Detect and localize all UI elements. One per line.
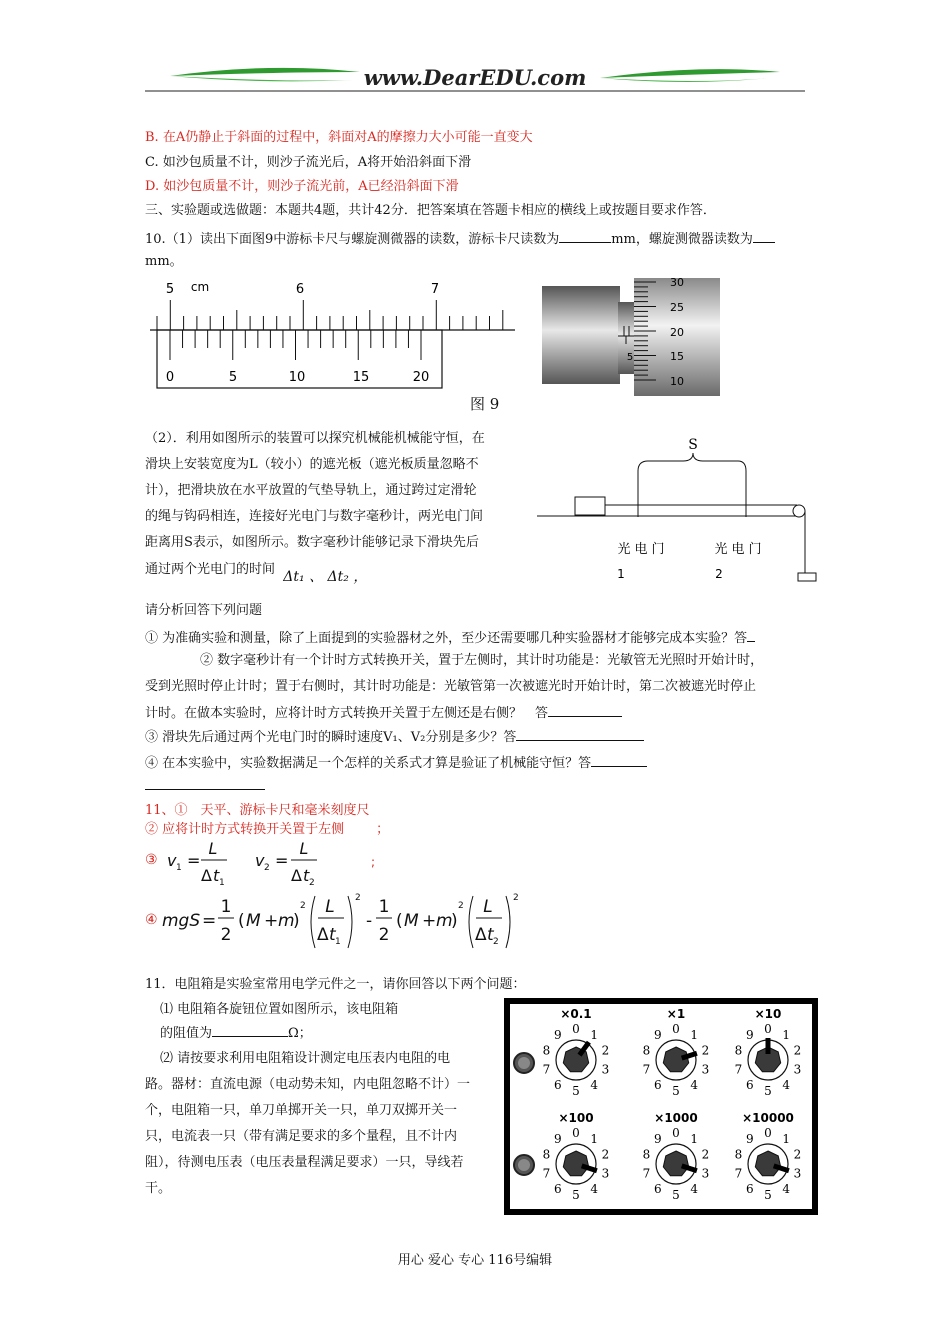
- dial-multiplier-label: ×100: [558, 1111, 594, 1125]
- option-c: C. 如沙包质量不计，则沙子流光后，A将开始沿斜面下滑: [145, 155, 472, 170]
- svg-text:2: 2: [458, 901, 464, 911]
- dial-digit: 4: [782, 1078, 791, 1093]
- thimble-label-25: 25: [670, 301, 684, 314]
- answer-3-formula: [163, 836, 393, 888]
- svg-text:L: L: [483, 897, 493, 917]
- dial-digit: 4: [690, 1078, 699, 1093]
- option-d: D. 如沙包质量不计，则沙子流光前，A已经沿斜面下滑: [145, 179, 459, 194]
- svg-text:1: 1: [176, 863, 182, 873]
- answer-blank-q2[interactable]: [548, 702, 622, 717]
- q11-p2-line: 个，电阻箱一只，单刀单掷开关一只，单刀双掷开关一: [145, 1103, 458, 1118]
- dial-digit: 4: [690, 1182, 699, 1197]
- dial-digit: 5: [572, 1188, 580, 1202]
- q11-p2-line: ⑵ 请按要求利用电阻箱设计测定电压表内电阻的电: [160, 1051, 451, 1066]
- svg-text:2: 2: [300, 901, 306, 911]
- answer-blank-q1[interactable]: [747, 627, 755, 642]
- dial-digit: 3: [601, 1166, 610, 1181]
- figure-9-label: 图 9: [470, 395, 500, 413]
- svg-text:2: 2: [493, 937, 499, 947]
- svg-text:t: t: [329, 925, 336, 945]
- dial-digit: 9: [653, 1027, 662, 1042]
- q11-part1: [160, 998, 398, 1046]
- header-logo-text: www.DearEDU.com: [363, 65, 587, 90]
- part2-line: 计），把滑块放在水平放置的气垫导轨上，通过跨过定滑轮: [145, 483, 477, 498]
- part2-line: 滑块上安装宽度为L（较小）的遮光板（遮光板质量忽略不: [145, 457, 479, 472]
- svg-text:mgS: mgS: [162, 911, 201, 931]
- dial-digit: 2: [601, 1043, 610, 1058]
- dial-digit: 4: [782, 1182, 791, 1197]
- dial-digit: 2: [793, 1043, 802, 1058]
- gate1-label: 光电门: [617, 542, 669, 557]
- part2-line: （2）．利用如图所示的装置可以探究机械能机械能守恒，在: [145, 431, 485, 446]
- gate1-number: 1: [617, 567, 625, 581]
- question-2b: 受到光照时停止计时；置于右侧时，其计时功能是：光敏管第一次被遮光时开始计时，第二次被遮光时停止: [145, 679, 757, 694]
- dial-digit: 1: [690, 1131, 699, 1146]
- vernier-label-15: 15: [352, 370, 370, 385]
- dial-multiplier-label: ×0.1: [560, 1007, 592, 1021]
- q11-p2-line: 路。器材：直流电源（电动势未知，内电阻忽略不计）一: [145, 1077, 471, 1092]
- q10-line1: [145, 228, 775, 250]
- svg-text:2: 2: [264, 863, 270, 873]
- svg-text:Δ: Δ: [475, 925, 487, 945]
- svg-text:L: L: [325, 897, 335, 917]
- svg-text:M: M: [404, 911, 419, 931]
- part2-line: 的绳与钩码相连，连接好光电门与数字毫秒计，两光电门间: [145, 509, 484, 524]
- svg-text:=: =: [202, 911, 217, 931]
- svg-text:2: 2: [378, 925, 390, 945]
- svg-text:M: M: [246, 911, 261, 931]
- dial-digit: 5: [764, 1084, 772, 1098]
- svg-text:t: t: [213, 866, 220, 885]
- dial-digit: 6: [553, 1078, 562, 1093]
- dial-digit: 0: [572, 1022, 580, 1036]
- caliper-main-label-7: 7: [430, 282, 440, 297]
- svg-text:): ): [293, 911, 300, 931]
- gate2-label: 光电门: [714, 542, 766, 557]
- svg-text:v: v: [255, 851, 265, 870]
- dial-digit: 2: [601, 1147, 610, 1162]
- svg-text:1: 1: [219, 878, 225, 888]
- gate2-number: 2: [715, 567, 723, 581]
- svg-text:t: t: [303, 866, 310, 885]
- answer-4-mark: ④: [145, 912, 158, 928]
- caliper-unit: cm: [190, 280, 210, 294]
- dial-digit: 3: [701, 1062, 710, 1077]
- q10-line2: mm。: [145, 254, 183, 269]
- part2-line: 距离用S表示，如图所示。数字毫秒计能够记录下滑块先后: [145, 535, 479, 550]
- dial-digit: 1: [782, 1131, 791, 1146]
- air-track-apparatus: [535, 435, 825, 590]
- dial-digit: 8: [642, 1147, 651, 1162]
- q10-part2-text: [145, 426, 485, 583]
- dial-digit: 8: [542, 1043, 551, 1058]
- thimble-label-30: 30: [670, 276, 684, 289]
- dial-digit: 3: [701, 1166, 710, 1181]
- caliper-main-label-6: 6: [295, 282, 305, 297]
- dial-digit: 5: [672, 1188, 680, 1202]
- option-b: B. 在A仍静止于斜面的过程中，斜面对A的摩擦力大小可能一直变大: [145, 130, 533, 145]
- question-4: [145, 752, 647, 774]
- answer-divider: [145, 789, 265, 790]
- dial-digit: 0: [572, 1126, 580, 1140]
- page-footer: 用心 爱心 专心 116号编辑: [397, 1253, 553, 1268]
- micrometer-figure: [540, 274, 725, 399]
- dial-multiplier-label: ×10000: [742, 1111, 794, 1125]
- dial-digit: 6: [653, 1078, 662, 1093]
- dial-digit: 4: [590, 1078, 599, 1093]
- dial-digit: 2: [701, 1147, 710, 1162]
- dial-digit: 3: [793, 1062, 802, 1077]
- distance-s-label: S: [688, 437, 698, 453]
- svg-text:1: 1: [335, 937, 341, 947]
- svg-text:Δ: Δ: [317, 925, 329, 945]
- dial-digit: 6: [553, 1182, 562, 1197]
- dial-digit: 7: [542, 1166, 551, 1181]
- svg-text:;: ;: [371, 855, 376, 869]
- dial-digit: 7: [734, 1166, 743, 1181]
- question-4-text: ④ 在本实验中，实验数据满足一个怎样的关系式才算是验证了机械能守恒？答: [145, 756, 592, 771]
- svg-text:): ): [451, 911, 458, 931]
- svg-text:Δ: Δ: [291, 866, 302, 885]
- svg-text:(: (: [396, 911, 403, 931]
- q11-unit: Ω；: [288, 1026, 312, 1041]
- answer-3-mark: ③: [145, 852, 158, 868]
- answer-blank-q3[interactable]: [516, 726, 644, 741]
- dial-digit: 0: [672, 1126, 680, 1140]
- answer-blank-q4[interactable]: [591, 752, 647, 767]
- dial-multiplier-label: ×1: [666, 1007, 686, 1021]
- question-3-text: ③ 滑块先后通过两个光电门时的瞬时速度V₁、V₂分别是多少？答: [145, 730, 517, 745]
- dial-digit: 2: [701, 1043, 710, 1058]
- answer-4-formula: [160, 888, 530, 952]
- dial-digit: 2: [793, 1147, 802, 1162]
- dial-digit: 4: [590, 1182, 599, 1197]
- q11-p2-line: 阻），待测电压表（电压表量程满足要求）一只，导线若: [145, 1155, 464, 1170]
- vernier-label-5: 5: [228, 370, 238, 385]
- answer-2-semicolon: ；: [376, 822, 390, 837]
- dial-digit: 5: [764, 1188, 772, 1202]
- thimble-label-15: 15: [670, 350, 684, 363]
- vernier-label-20: 20: [412, 370, 430, 385]
- vernier-label-10: 10: [288, 370, 306, 385]
- svg-text:(: (: [238, 911, 245, 931]
- vernier-caliper-figure: [145, 278, 520, 393]
- question-2c-text: 计时。在做本实验时，应将计时方式转换开关置于左侧还是右侧？ 答: [145, 706, 549, 721]
- resistance-box-figure: [504, 998, 818, 1215]
- answer-blank-resistance[interactable]: [212, 1022, 288, 1037]
- answer-blank-caliper[interactable]: [559, 228, 611, 243]
- q11-intro: 11．电阻箱是实验室常用电学元件之一，请你回答以下两个问题：: [145, 977, 526, 992]
- dial-digit: 5: [572, 1084, 580, 1098]
- dial-digit: 1: [782, 1027, 791, 1042]
- dial-digit: 9: [553, 1027, 562, 1042]
- svg-text:=: =: [275, 851, 289, 870]
- thimble-label-20: 20: [670, 326, 684, 339]
- q11-part1-b: 的阻值为: [160, 1026, 213, 1041]
- dial-digit: 9: [745, 1027, 754, 1042]
- dial-digit: 8: [542, 1147, 551, 1162]
- svg-text:2: 2: [355, 893, 361, 903]
- dial-digit: 9: [745, 1131, 754, 1146]
- question-2a: ② 数字毫秒计有一个计时方式转换开关，置于左侧时，其计时功能是：光敏管无光照时开始计时，: [200, 653, 764, 668]
- answer-1: 11、① 天平、游标卡尺和毫米刻度尺: [145, 803, 370, 818]
- dial-digit: 6: [653, 1182, 662, 1197]
- dial-digit: 8: [734, 1147, 743, 1162]
- dial-digit: 3: [601, 1062, 610, 1077]
- dial-digit: 1: [590, 1131, 599, 1146]
- dial-digit: 0: [764, 1126, 772, 1140]
- svg-text:1: 1: [220, 897, 232, 917]
- q10-line1-a: 10.（1）读出下面图9中游标卡尺与螺旋测微器的读数，游标卡尺读数为: [145, 232, 560, 247]
- svg-text:L: L: [208, 839, 218, 858]
- q11-part1-a: ⑴ 电阻箱各旋钮位置如图所示，该电阻箱: [160, 1002, 399, 1017]
- dial-digit: 1: [690, 1027, 699, 1042]
- svg-text:m: m: [278, 911, 295, 931]
- vernier-label-0: 0: [165, 370, 175, 385]
- q11-p2-line: 干。: [145, 1181, 172, 1196]
- svg-text:L: L: [299, 839, 309, 858]
- question-3: [145, 726, 644, 748]
- ask-intro: 请分析回答下列问题: [145, 603, 263, 618]
- answer-blank-micrometer[interactable]: [753, 228, 775, 243]
- svg-text:-: -: [366, 911, 373, 931]
- dial-digit: 7: [734, 1062, 743, 1077]
- dial-digit: 6: [745, 1078, 754, 1093]
- q11-part2: [145, 1046, 470, 1202]
- thimble-label-10: 10: [670, 375, 684, 388]
- sleeve-label-5: 5: [626, 352, 634, 363]
- dial-digit: 5: [672, 1084, 680, 1098]
- dial-multiplier-label: ×10: [754, 1007, 782, 1021]
- svg-text:2: 2: [513, 893, 519, 903]
- answer-2-text: ② 应将计时方式转换开关置于左侧: [145, 822, 345, 837]
- question-1-text: ① 为准确实验和测量，除了上面提到的实验器材之外，至少还需要哪几种实验器材才能够完成本实验？答: [145, 631, 748, 646]
- dial-digit: 7: [542, 1062, 551, 1077]
- q11-p2-line: 只，电流表一只（带有满足要求的多个量程，且不计内: [145, 1129, 458, 1144]
- question-2c: [145, 702, 622, 724]
- dial-digit: 7: [642, 1166, 651, 1181]
- svg-text:1: 1: [378, 897, 390, 917]
- dial-digit: 9: [553, 1131, 562, 1146]
- svg-text:+: +: [422, 911, 437, 931]
- dial-digit: 8: [642, 1043, 651, 1058]
- section-three-heading: 三、实验题或选做题：本题共4题，共计42分．把答案填在答题卡相应的横线上或按题目要求作答．: [145, 203, 716, 218]
- question-1: [145, 627, 755, 649]
- q10-line1-b: mm，螺旋测微器读数为: [611, 232, 753, 247]
- svg-text:=: =: [187, 851, 201, 870]
- dial-digit: 8: [734, 1043, 743, 1058]
- dial-digit: 3: [793, 1166, 802, 1181]
- dial-digit: 7: [642, 1062, 651, 1077]
- header-logo-banner: [140, 60, 810, 96]
- caliper-main-label-5: 5: [165, 282, 175, 297]
- svg-text:2: 2: [220, 925, 232, 945]
- dial-digit: 0: [672, 1022, 680, 1036]
- dial-digit: 9: [653, 1131, 662, 1146]
- svg-text:m: m: [436, 911, 453, 931]
- svg-text:Δ: Δ: [201, 866, 212, 885]
- svg-text:2: 2: [309, 878, 315, 888]
- svg-text:+: +: [264, 911, 279, 931]
- svg-text:t: t: [487, 925, 494, 945]
- part2-last: 通过两个光电门的时间: [145, 562, 276, 577]
- dial-multiplier-label: ×1000: [654, 1111, 698, 1125]
- dial-digit: 1: [590, 1027, 599, 1042]
- svg-text:v: v: [167, 851, 177, 870]
- dial-digit: 6: [745, 1182, 754, 1197]
- time-intervals-math: Δt₁ 、 Δt₂ ，: [283, 569, 368, 585]
- dial-digit: 0: [764, 1022, 772, 1036]
